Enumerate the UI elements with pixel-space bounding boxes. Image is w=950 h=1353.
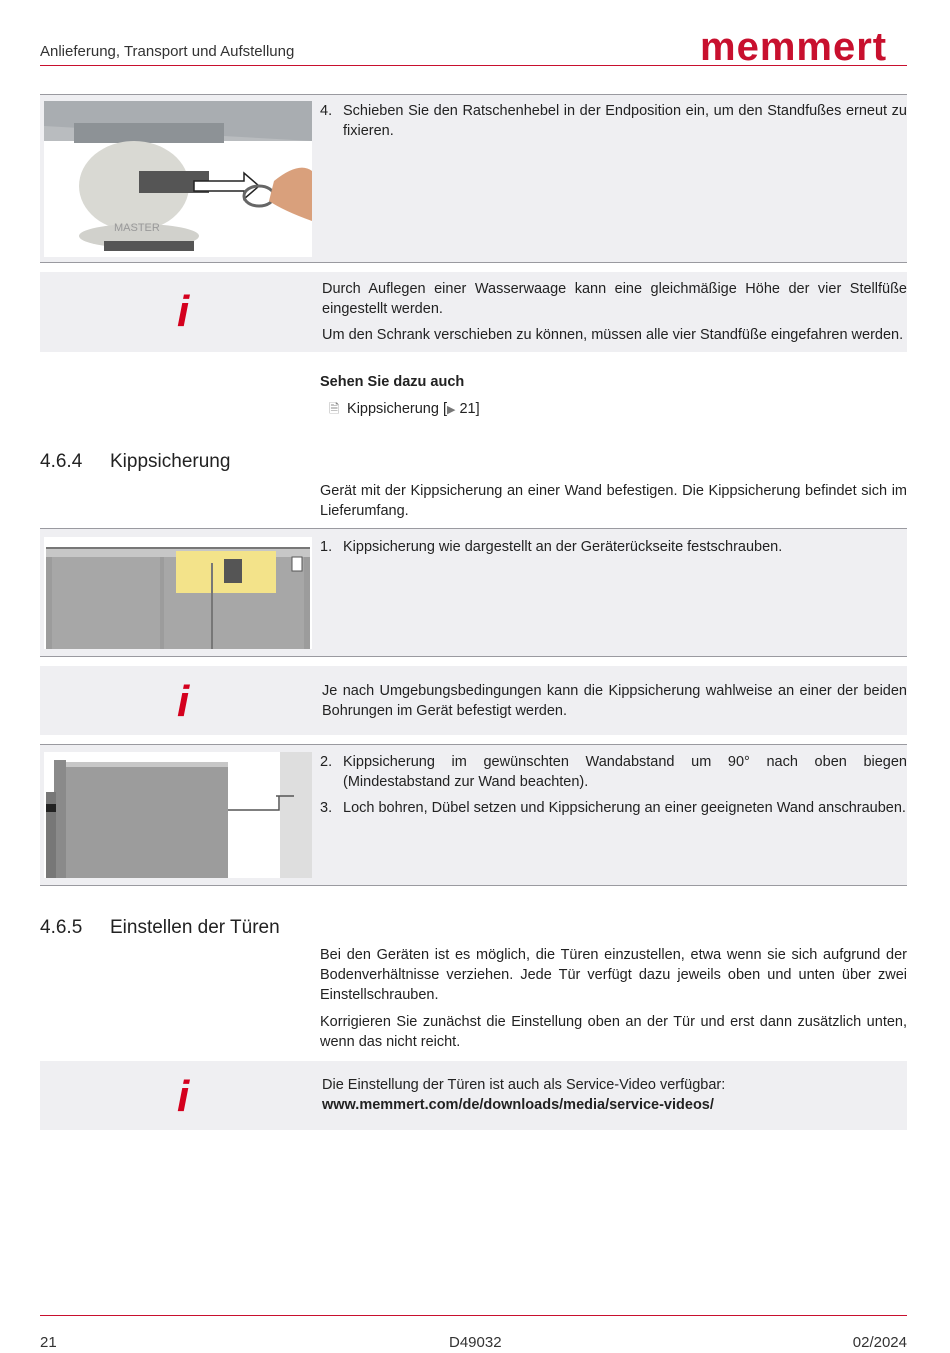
- step-3: [320, 798, 907, 818]
- svg-text:MASTER: MASTER: [114, 222, 160, 234]
- section-number: 4.6.5: [40, 917, 83, 938]
- document-date: 02/2024: [852, 1334, 907, 1351]
- see-also-heading: Sehen Sie dazu auch: [320, 374, 465, 390]
- info-icon: i: [177, 287, 190, 336]
- link-page: 21]: [455, 401, 480, 417]
- step-2: [320, 752, 907, 792]
- step-number: 4.: [320, 103, 333, 119]
- memmert-logo: [700, 10, 908, 62]
- info-text: Die Einstellung der Türen ist auch als Service-Video verfügbar:: [322, 1077, 726, 1093]
- triangle-right-icon: ▶: [446, 404, 456, 416]
- step-text: Schieben Sie den Ratschenhebel in der Endposition ein, um den Standfußes erneut zu fixieren.: [343, 103, 907, 139]
- info-text-1: Durch Auflegen einer Wasserwaage kann eine gleichmäßige Höhe der vier Stellfüße eingestellt werden.: [322, 281, 907, 317]
- see-also-link[interactable]: [329, 399, 480, 420]
- info-icon: i: [177, 1072, 190, 1121]
- document-icon: 🗎: [329, 401, 340, 416]
- section-number: 4.6.4: [40, 451, 83, 472]
- rule: [40, 656, 907, 657]
- service-video-link[interactable]: www.memmert.com/de/downloads/media/service-videos/: [322, 1097, 714, 1113]
- step-number: 3.: [320, 800, 333, 816]
- step-text: Kippsicherung im gewünschten Wandabstand um 90° nach oben biegen (Mindestabstand zur Wand beachten).: [343, 754, 907, 790]
- info-text: Je nach Umgebungsbedingungen kann die Kippsicherung wahlweise an einer der beiden Bohrungen im Gerät befestigt werden.: [322, 683, 907, 719]
- step-1: [320, 537, 907, 557]
- page-number: 21: [40, 1334, 57, 1351]
- footer-rule: [40, 1315, 907, 1316]
- section-paragraph-2: Korrigieren Sie zunächst die Einstellung oben an der Tür und erst dann zusätzlich unten, wenn das nicht reicht.: [320, 1014, 907, 1050]
- info-text-2: Um den Schrank verschieben zu können, müssen alle vier Standfüße eingefahren werden.: [322, 327, 904, 343]
- link-text: Kippsicherung [: [347, 401, 447, 417]
- step-text: Loch bohren, Dübel setzen und Kippsicherung an einer geeigneten Wand anschrauben.: [343, 800, 906, 816]
- section-paragraph-1: Bei den Geräten ist es möglich, die Türen einzustellen, etwa wenn sie sich aufgrund der Bodenverhältnisse verziehen. Jede Tür verfügt dazu jeweils oben und unten über zwei Einstellschrauben.: [320, 947, 907, 1003]
- rule: [40, 885, 907, 886]
- step-number: 2.: [320, 754, 333, 770]
- section-intro: Gerät mit der Kippsicherung an einer Wand befestigen. Die Kippsicherung befindet sich im Lieferumfang.: [320, 483, 907, 519]
- leveling-foot-image: [44, 101, 312, 257]
- svg-text:memmert: memmert: [700, 25, 888, 62]
- rule: [40, 262, 907, 263]
- running-header: Anlieferung, Transport und Aufstellung: [40, 43, 295, 60]
- section-title: Einstellen der Türen: [110, 917, 280, 938]
- step-4: [320, 101, 907, 141]
- anti-tilt-back-image: [44, 537, 312, 649]
- wall-mount-image: [44, 752, 312, 878]
- step-number: 1.: [320, 539, 333, 555]
- step-text: Kippsicherung wie dargestellt an der Geräterückseite festschrauben.: [343, 539, 783, 555]
- header-rule: [40, 65, 907, 66]
- document-id: D49032: [449, 1334, 502, 1351]
- section-title: Kippsicherung: [110, 451, 231, 472]
- info-icon: i: [177, 677, 190, 726]
